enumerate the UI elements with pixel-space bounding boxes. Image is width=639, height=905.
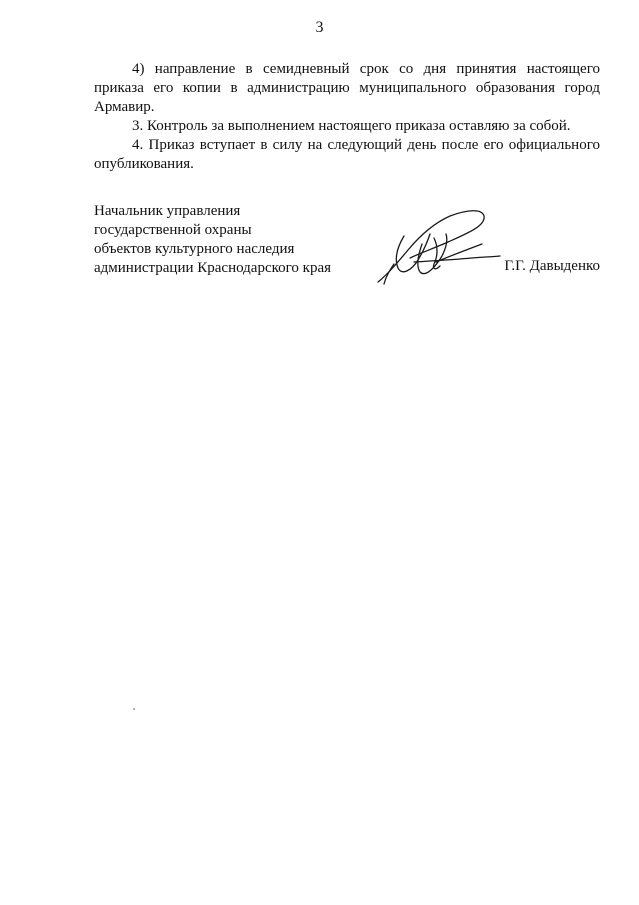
signer-name: Г.Г. Давыденко [504, 258, 600, 274]
paragraph-control-clause: 3. Контроль за выполнением настоящего приказа оставляю за собой. [132, 118, 571, 134]
page-number: 3 [315, 19, 324, 36]
document-body [94, 60, 600, 174]
signer-title-line: государственной охраны [94, 222, 252, 238]
paragraph-effective-date-clause: 4. Приказ вступает в силу на следующий день после его официального опубликования. [94, 137, 600, 172]
handwritten-signature-image [374, 204, 504, 290]
signer-title-line: Начальник управления [94, 203, 241, 219]
signature-block [94, 202, 600, 292]
signer-title-line: объектов культурного наследия [94, 241, 295, 257]
paragraph-item-4-subpoint: 4) направление в семидневный срок со дня принятия настоящего приказа его копии в администрацию муниципального образования город Армавир. [94, 61, 600, 115]
signer-title-line: администрации Краснодарского края [94, 260, 332, 276]
signer-title [94, 202, 331, 278]
scan-speck [133, 708, 135, 710]
